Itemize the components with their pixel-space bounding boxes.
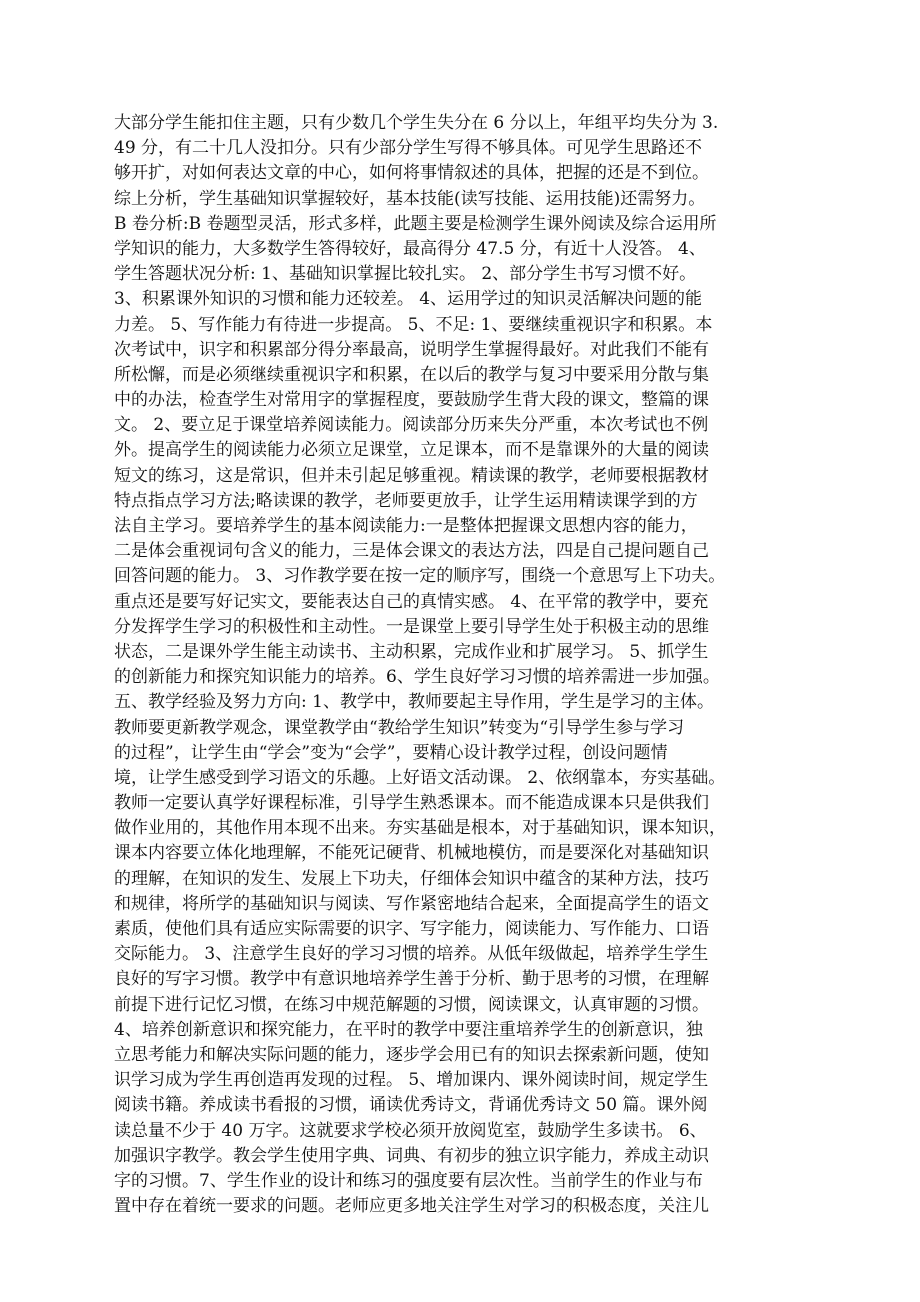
text-line: 五、教学经验及努力方向: 1、教学中，教师要起主导作用，学生是学习的主体。: [114, 692, 714, 713]
text-line: 所松懈，而是必须继续重视识字和积累，在以后的教学与复习中要采用分散与集: [114, 364, 709, 385]
text-line: 读总量不少于 40 万字。这就要求学校必须开放阅览室，鼓励学生多读书。 6、: [114, 1120, 707, 1141]
text-line: 次考试中，识字和积累部分得分率最高，说明学生掌握得最好。对此我们不能有: [114, 339, 709, 360]
text-line: 学生答题状况分析: 1、基础知识掌握比较扎实。 2、部分学生书写习惯不好。: [114, 264, 697, 285]
document-body-text: [114, 111, 814, 1219]
text-line: 中的办法，检查学生对常用字的掌握程度，要鼓励学生背大段的课文，整篇的课: [114, 390, 709, 411]
text-line: 学知识的能力，大多数学生答得较好，最高得分 47.5 分，有近十人没答。 4、: [114, 238, 706, 259]
text-line: 回答问题的能力。 3、习作教学要在按一定的顺序写，围绕一个意思写上下功夫。: [114, 566, 726, 587]
text-line: 境，让学生感受到学习语文的乐趣。上好语文活动课。 2、依纲靠本，夯实基础。: [114, 767, 726, 788]
text-line: 特点指点学习方法;略读课的教学，老师要更放手，让学生运用精读课学到的方: [114, 490, 698, 511]
text-line: 前提下进行记忆习惯，在练习中规范解题的习惯，阅读课文，认真审题的习惯。: [114, 994, 709, 1015]
text-line: 教师一定要认真学好课程标准，引导学生熟悉课本。而不能造成课本只是供我们: [114, 793, 709, 814]
text-line: 外。提高学生的阅读能力必须立足课堂，立足课本，而不是靠课外的大量的阅读: [114, 440, 709, 461]
text-line: 素质，使他们具有适应实际需要的识字、写字能力，阅读能力、写作能力、口语: [114, 919, 709, 939]
text-line: 综上分析，学生基础知识掌握较好，基本技能(读写技能、运用技能)还需努力。: [114, 188, 706, 209]
text-line: 的过程”，让学生由“学会”变为“会学”，要精心设计教学过程，创设问题情: [114, 742, 668, 763]
text-line: 3、积累课外知识的习惯和能力还较差。 4、运用学过的知识灵活解决问题的能: [114, 289, 703, 310]
text-line: 教师要更新教学观念，课堂教学由“教给学生知识”转变为“引导学生参与学习: [114, 717, 685, 738]
text-line: 二是体会重视词句含义的能力，三是体会课文的表达方法，四是自己提问题自己: [114, 541, 709, 562]
text-line: 状态，二是课外学生能主动读书、主动积累，完成作业和扩展学习。 5、抓学生: [114, 641, 709, 662]
text-line: 短文的练习，这是常识，但并未引起足够重视。精读课的教学，老师要根据教材: [114, 465, 709, 486]
text-line: 的理解，在知识的发生、发展上下功夫，仔细体会知识中蕴含的某种方法，技巧: [114, 868, 709, 889]
text-line: 大部分学生能扣住主题，只有少数几个学生失分在 6 分以上，年组平均失分为 3.: [114, 113, 719, 133]
text-line: 置中存在着统一要求的问题。老师应更多地关注学生对学习的积极态度，关注儿: [114, 1196, 709, 1217]
text-line: 和规律，将所学的基础知识与阅读、写作紧密地结合起来，全面提高学生的语文: [114, 893, 709, 914]
text-line: 4、培养创新意识和探究能力，在平时的教学中要注重培养学生的创新意识，独: [114, 1019, 703, 1040]
text-line: 交际能力。 3、注意学生良好的学习习惯的培养。从低年级做起，培养学生学生: [114, 944, 709, 965]
text-line: 的创新能力和探究知识能力的培养。6、学生良好学习习惯的培养需进一步加强。: [114, 667, 720, 688]
text-line: 立思考能力和解决实际问题的能力，逐步学会用已有的知识去探索新问题，使知: [114, 1044, 709, 1065]
text-line: 重点还是要写好记实文，要能表达自己的真情实感。 4、在平常的教学中，要充: [114, 591, 709, 612]
text-line: 加强识字教学。教会学生使用字典、词典、有初步的独立识字能力，养成主动识: [114, 1145, 709, 1166]
text-line: 良好的写字习惯。教学中有意识地培养学生善于分析、勤于思考的习惯，在理解: [114, 969, 709, 990]
text-line: 做作业用的，其他作用本现不出来。夯实基础是根本，对于基础知识，课本知识，: [114, 818, 726, 839]
text-line: 法自主学习。要培养学生的基本阅读能力:一是整体把握课文思想内容的能力，: [114, 516, 698, 536]
text-line: 课本内容要立体化地理解，不能死记硬背、机械地模仿，而是要深化对基础知识: [114, 843, 709, 864]
text-line: 文。 2、要立足于课堂培养阅读能力。阅读部分历来失分严重，本次考试也不例: [114, 415, 709, 436]
text-line: 阅读书籍。养成读书看报的习惯，诵读优秀诗文，背诵优秀诗文 50 篇。课外阅: [114, 1095, 708, 1116]
text-line: 够开扩，对如何表达文章的中心，如何将事情叙述的具体，把握的还是不到位。: [114, 163, 709, 184]
text-line: 字的习惯。7、学生作业的设计和练习的强度要有层次性。当前学生的作业与布: [114, 1170, 703, 1191]
text-line: 49 分，有二十几人没扣分。只有少部分学生写得不够具体。可见学生思路还不: [114, 138, 703, 159]
text-line: 分发挥学生学习的积极性和主动性。一是课堂上要引导学生处于积极主动的思维: [114, 616, 709, 637]
text-line: 识学习成为学生再创造再发现的过程。 5、增加课内、课外阅读时间，规定学生: [114, 1070, 709, 1091]
text-line: 力差。 5、写作能力有待进一步提高。 5、不足: 1、要继续重视识字和积累。本: [114, 314, 713, 335]
text-line: B 卷分析:B 卷题型灵活，形式多样，此题主要是检测学生课外阅读及综合运用所: [114, 213, 717, 234]
